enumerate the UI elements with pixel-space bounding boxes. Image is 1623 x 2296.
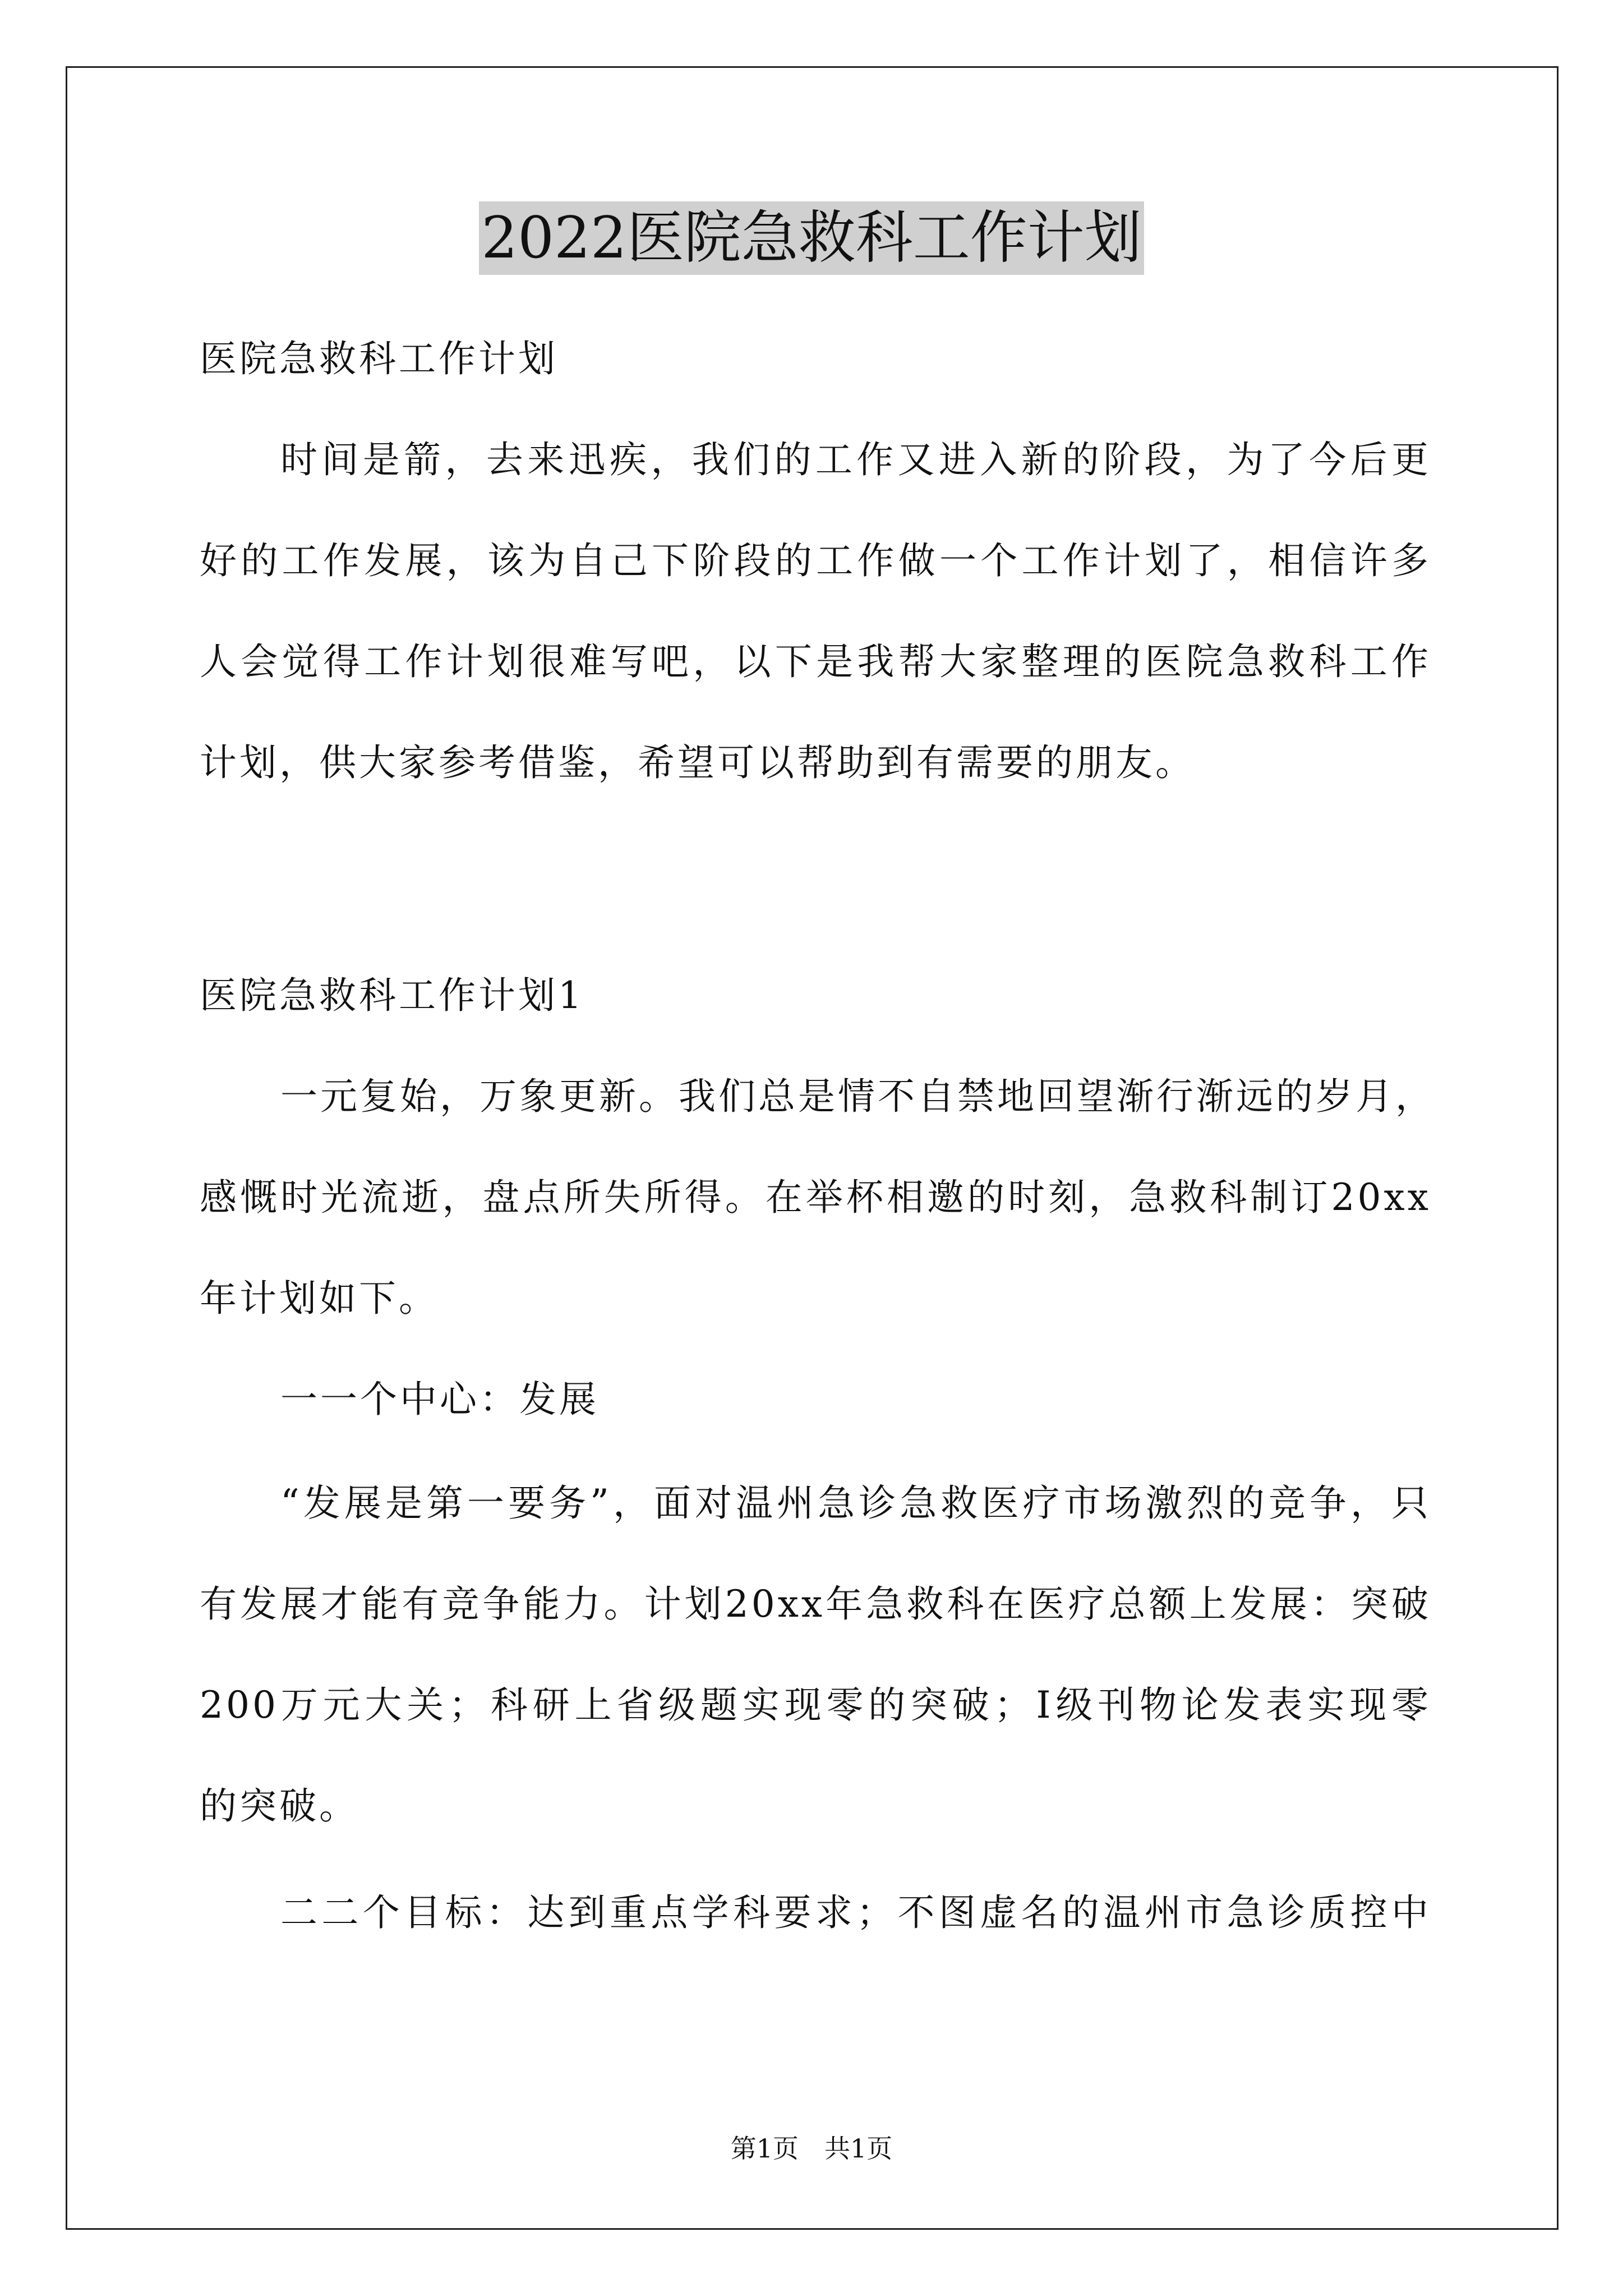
intro-line-3: 人会觉得工作计划很难写吧，以下是我帮大家整理的医院急救科工作	[200, 640, 1431, 683]
point-1-line-4: 的突破。	[200, 1784, 359, 1828]
section-para-line-2: 感慨时光流逝，盘点所失所得。在举杯相邀的时刻，急救科制订20xx	[200, 1176, 1431, 1219]
intro-line-1: 时间是箭，去来迅疾，我们的工作又进入新的阶段，为了今后更	[280, 438, 1431, 481]
point-1-line-1: “发展是第一要务”，面对温州急诊急救医疗市场激烈的竞争，只	[280, 1481, 1431, 1525]
document-subtitle: 医院急救科工作计划	[200, 337, 558, 380]
section-para-line-3: 年计划如下。	[200, 1277, 439, 1320]
section-heading: 医院急救科工作计划1	[200, 974, 584, 1017]
point-1-line-3: 200万元大关；科研上省级题实现零的突破；Ⅰ级刊物论发表实现零	[200, 1683, 1431, 1727]
page-footer: 第1页 共1页	[730, 2133, 893, 2164]
document-title-text: 2022医院急救科工作计划	[479, 201, 1144, 275]
document-title	[0, 199, 1623, 278]
point-2-line-1: 二二个目标：达到重点学科要求；不图虚名的温州市急诊质控中	[280, 1891, 1431, 1934]
point-1-line-2: 有发展才能有竞争能力。计划20xx年急救科在医疗总额上发展：突破	[200, 1582, 1431, 1626]
section-para-line-1: 一元复始，万象更新。我们总是情不自禁地回望渐行渐远的岁月，	[280, 1075, 1435, 1118]
intro-line-2: 好的工作发展，该为自己下阶段的工作做一个工作计划了，相信许多	[200, 539, 1431, 582]
point-1-heading: 一一个中心：发展	[280, 1378, 599, 1421]
intro-line-4: 计划，供大家参考借鉴，希望可以帮助到有需要的朋友。	[200, 741, 1195, 784]
